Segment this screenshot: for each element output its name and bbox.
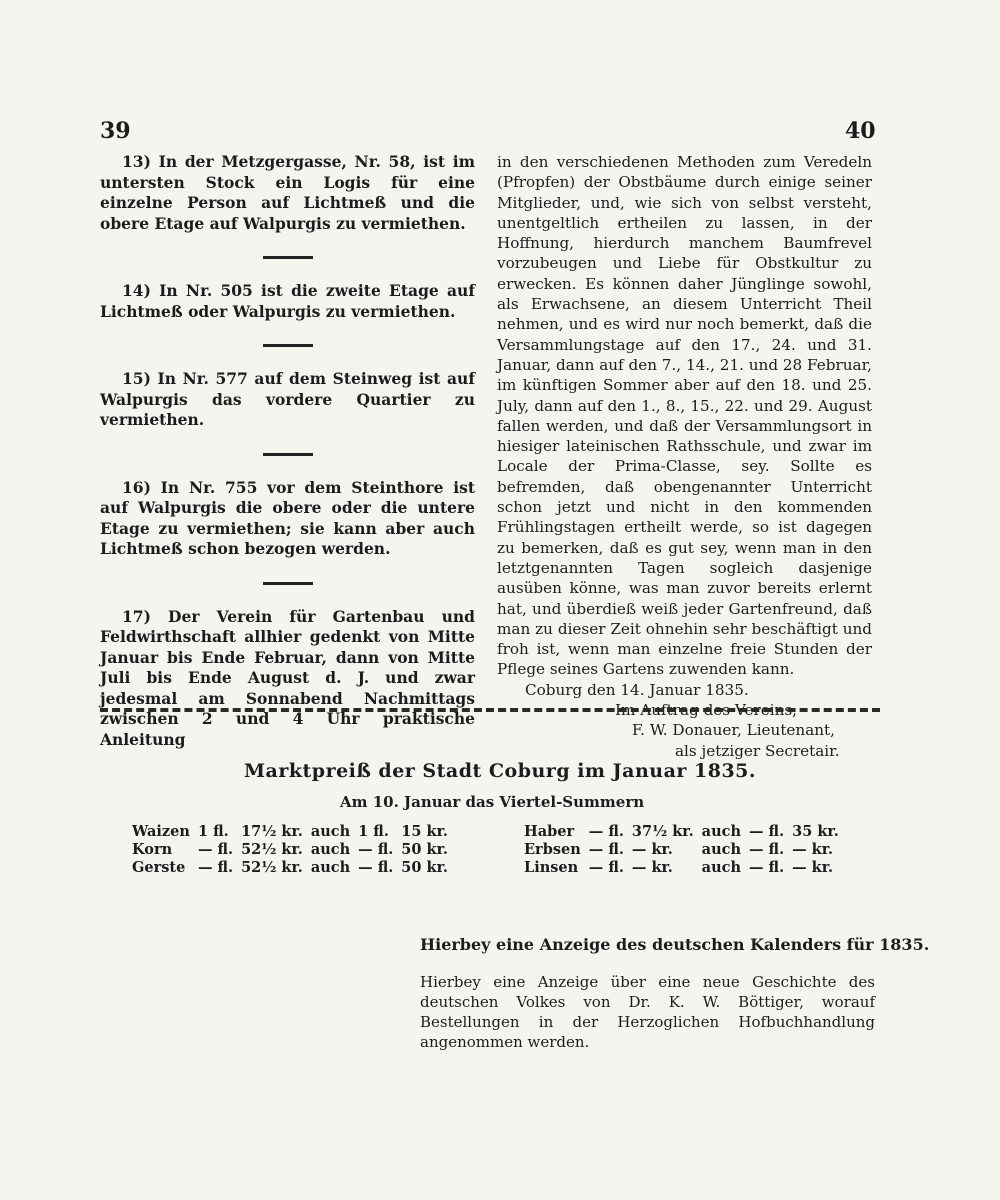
price-cell: 52½ kr.: [241, 859, 303, 876]
price-table-left: [128, 823, 452, 877]
left-column: [100, 152, 475, 750]
price-cell: 37½ kr.: [631, 823, 694, 840]
grain-name: Erbsen: [524, 841, 581, 858]
notice-17-continuation: in den verschiedenen Methoden zum Veredeln (Pfropfen) der Obstbäume durch einige seiner Mitglieder, und, wie sich von selbst versteht, unentgeltlich ertheilen zu lassen, in der Hoffnung, hierdurch manchem Baumfrevel vorzubeugen und Liebe für Obstkultur zu erwecken. Es können daher Jünglinge sowohl, als Erwachsene, an diesem Unterricht Theil nehmen, und es wird nur noch bemerkt, daß die Versammlungstage auf den 17., 24. und 31. Januar, dann auf den 7., 14., 21. und 28 Februar, im künftigen Sommer aber auf den 18. und 25. July, dann auf den 1., 8., 15., 22. und 29. August fallen werden, und daß der Versammlungsort in hiesiger lateinischen Rathsschule, und zwar im Locale der Prima-Classe, sey. Sollte es befremden, daß obengenannter Unterricht schon jetzt und nicht in den kommenden Frühlingstagen ertheilt werde, so ist dagegen zu bemerken, daß es gut sey, wenn man in den letztgenannten Tagen sogleich dasjenige ausüben könne, was man zuvor bereits erlernt hat, und überdieß weiß jeder Gartenfreund, daß man zu dieser Zeit ohnehin sehr beschäftigt und froh ist, wenn man einzelne freie Stunden der Pflege seines Gartens zuwenden kann.: [497, 153, 872, 679]
signature-place-date: Coburg den 14. Januar 1835.: [525, 680, 749, 699]
section-divider: [100, 708, 880, 712]
price-cell: — fl.: [748, 859, 785, 876]
grain-name: Linsen: [524, 859, 579, 876]
separator: [263, 582, 313, 585]
price-row: [520, 841, 843, 859]
grain-name: Haber: [524, 823, 575, 840]
price-cell: — fl.: [748, 841, 785, 858]
price-cell: — fl.: [358, 841, 394, 858]
price-cell: — kr.: [631, 859, 673, 876]
page-number-right: 40: [845, 118, 876, 144]
price-cell: 1 fl.: [197, 823, 229, 840]
price-cell: auch: [310, 841, 351, 858]
notice-17: 17) Der Verein für Gartenbau und Feldwirthschaft allhier gedenkt von Mitte Januar bis Ende Februar, dann von Mitte Juli bis Ende August d. J. und zwar jedesmal am Sonnabend Nachmittags zwischen 2 und 4 Uhr praktische Anleitung: [100, 606, 475, 749]
market-subtitle: Am 10. Januar das Viertel-Summern: [340, 793, 645, 811]
grain-name: Gerste: [132, 859, 186, 876]
book-announcement: Hierbey eine Anzeige über eine neue Geschichte des deutschen Volkes von Dr. K. W. Böttiger, worauf Bestellungen in der Herzoglichen Hofbuchhandlung angenommen werden.: [420, 973, 875, 1051]
price-cell: 17½ kr.: [241, 823, 303, 840]
market-title: Marktpreiß der Stadt Coburg im Januar 1835.: [243, 760, 757, 782]
price-cell: 15 kr.: [401, 823, 448, 840]
separator: [263, 344, 313, 347]
price-cell: auch: [310, 823, 351, 840]
separator: [263, 453, 313, 456]
page-number-left: 39: [100, 118, 131, 144]
price-cell: — fl.: [748, 823, 785, 840]
price-table-right: [520, 823, 843, 877]
price-cell: — kr.: [792, 859, 834, 876]
signature-block: [497, 680, 872, 761]
signature-line: Im Auftrag des Vereins,: [615, 701, 797, 720]
price-cell: — fl.: [358, 859, 394, 876]
price-cell: — fl.: [197, 859, 234, 876]
price-cell: 50 kr.: [401, 859, 448, 876]
price-row: [128, 859, 452, 877]
grain-name: Korn: [132, 841, 173, 858]
price-cell: 52½ kr.: [241, 841, 303, 858]
notice-13: 13) In der Metzgergasse, Nr. 58, ist im untersten Stock ein Logis für eine einzelne Person auf Lichtmeß und die obere Etage auf Walpurgis zu vermiethen.: [100, 152, 475, 233]
price-cell: auch: [701, 859, 741, 876]
separator: [263, 256, 313, 259]
price-cell: auch: [701, 841, 741, 858]
grain-name: Waizen: [132, 823, 190, 840]
signature-title: als jetziger Secretair.: [675, 741, 840, 760]
price-cell: auch: [701, 823, 741, 840]
notice-15: 15) In Nr. 577 auf dem Steinweg ist auf Walpurgis das vordere Quartier zu vermiethen.: [100, 369, 475, 429]
price-cell: 35 kr.: [792, 823, 839, 840]
price-row: [128, 841, 452, 859]
price-row: [520, 823, 843, 841]
price-cell: — fl.: [197, 841, 234, 858]
notice-16: 16) In Nr. 755 vor dem Steinthore ist auf Walpurgis die obere oder die untere Etage zu vermiethen; sie kann aber auch Lichtmeß schon bezogen werden.: [100, 477, 475, 558]
price-cell: 50 kr.: [401, 841, 448, 858]
price-cell: — fl.: [588, 823, 624, 840]
price-row: [128, 823, 452, 841]
price-cell: — fl.: [588, 859, 624, 876]
price-cell: auch: [310, 859, 351, 876]
price-row: [520, 859, 843, 877]
notice-14: 14) In Nr. 505 ist die zweite Etage auf Lichtmeß oder Walpurgis zu vermiethen.: [100, 281, 475, 321]
price-cell: — fl.: [588, 841, 624, 858]
signature-name: F. W. Donauer, Lieutenant,: [632, 721, 835, 740]
calendar-announcement: Hierbey eine Anzeige des deutschen Kalenders für 1835.: [420, 935, 930, 954]
price-cell: 1 fl.: [358, 823, 389, 840]
price-cell: — kr.: [792, 841, 834, 858]
price-cell: — kr.: [631, 841, 673, 858]
right-column: [497, 152, 872, 761]
